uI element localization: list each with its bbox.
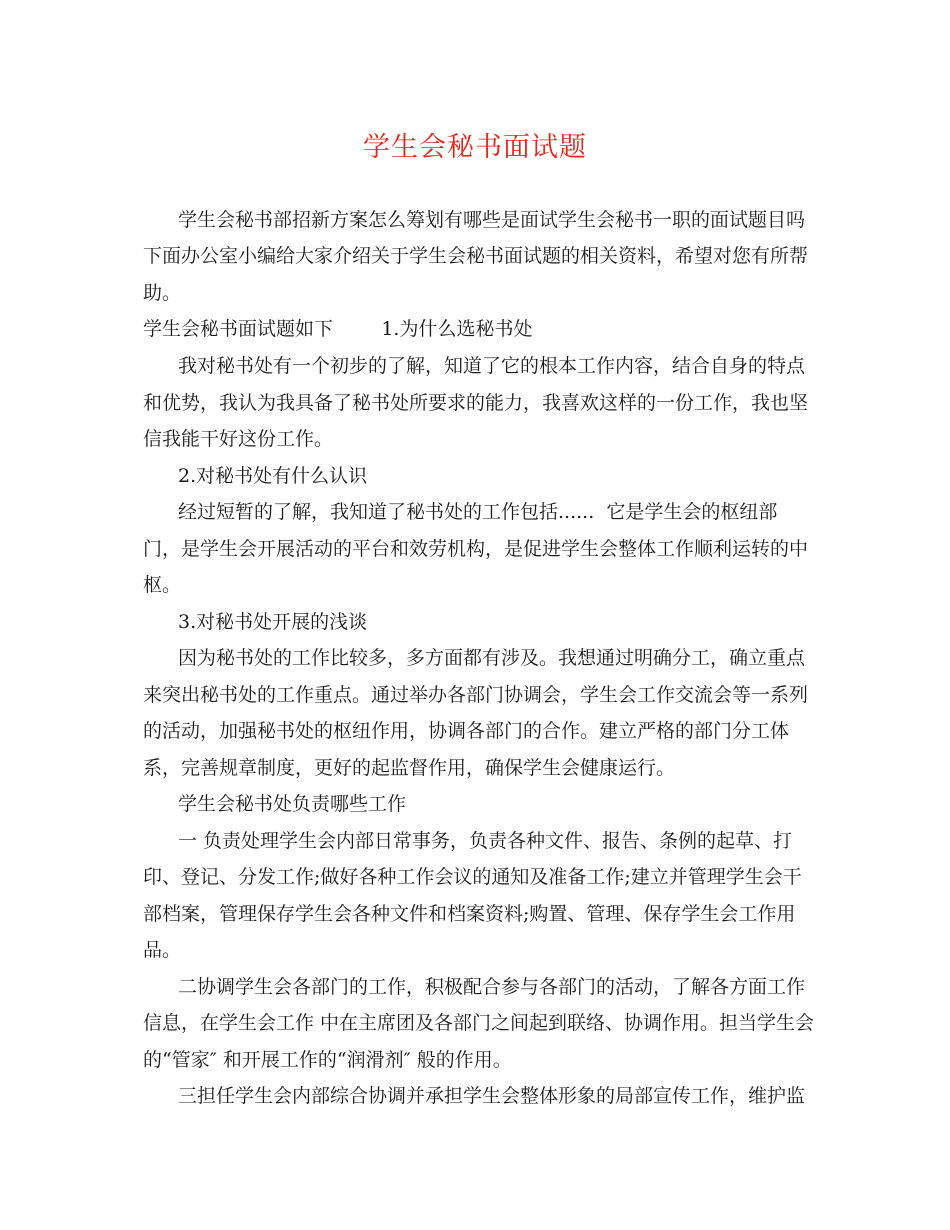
text-line: 3.对秘书处开展的浅谈 <box>178 611 368 633</box>
text-line: 我对秘书处有一个初步的了解，知道了它的根本工作内容，结合自身的特点 <box>178 355 806 377</box>
text-line: 和优势，我认为我具备了秘书处所要求的能力，我喜欢这样的一份工作，我也坚 <box>143 392 809 414</box>
text-line: 学生会秘书部招新方案怎么筹划有哪些是面试学生会秘书一职的面试题目吗 <box>178 209 806 231</box>
text-line: 枢。 <box>143 574 182 596</box>
text-line: 的活动，加强秘书处的枢纽作用，协调各部门的合作。建立严格的部门分工体 <box>143 720 790 742</box>
text-line: 三担任学生会内部综合协调并承担学生会整体形象的局部宣传工作，维护监 <box>178 1085 806 1107</box>
text-line: 2.对秘书处有什么认识 <box>178 465 368 487</box>
text-line: 学生会秘书处负责哪些工作 <box>178 793 407 815</box>
text-line: 印、登记、分发工作;做好各种工作会议的通知及准备工作;建立并管理学生会干 <box>143 866 802 888</box>
text-line: 门，是学生会开展活动的平台和效劳机构，是促进学生会整体工作顺利运转的中 <box>143 538 809 560</box>
text-line: 来突出秘书处的工作重点。通过举办各部门协调会，学生会工作交流会等一系列 <box>143 684 809 706</box>
text-line: 助。 <box>143 282 182 304</box>
text-line: 系，完善规章制度，更好的起监督作用，确保学生会健康运行。 <box>143 757 676 779</box>
text-line: 下面办公室小编给大家介绍关于学生会秘书面试题的相关资料，希望对您有所帮 <box>143 245 809 267</box>
document-title: 学生会秘书面试题 <box>363 132 587 163</box>
text-line: 经过短暂的了解，我知道了秘书处的工作包括...... 它是学生会的枢纽部 <box>178 501 778 523</box>
text-line: 一 负责处理学生会内部日常事务，负责各种文件、报告、条例的起草、打 <box>178 830 793 852</box>
text-line: 信我能干好这份工作。 <box>143 428 334 450</box>
text-line: 品。 <box>143 939 182 961</box>
text-line: 学生会秘书面试题如下 1.为什么选秘书处 <box>143 318 533 340</box>
text-line: 信息，在学生会工作 中在主席团及各部门之间起到联络、协调作用。担当学生会 <box>143 1012 815 1034</box>
text-line: 因为秘书处的工作比较多，多方面都有涉及。我想通过明确分工，确立重点 <box>178 647 806 669</box>
text-line: 部档案，管理保存学生会各种文件和档案资料;购置、管理、保存学生会工作用 <box>143 903 796 925</box>
text-line: 的“管家″ 和开展工作的“润滑剂″ 般的作用。 <box>143 1049 512 1071</box>
text-line: 二协调学生会各部门的工作，积极配合参与各部门的活动，了解各方面工作 <box>178 976 806 998</box>
